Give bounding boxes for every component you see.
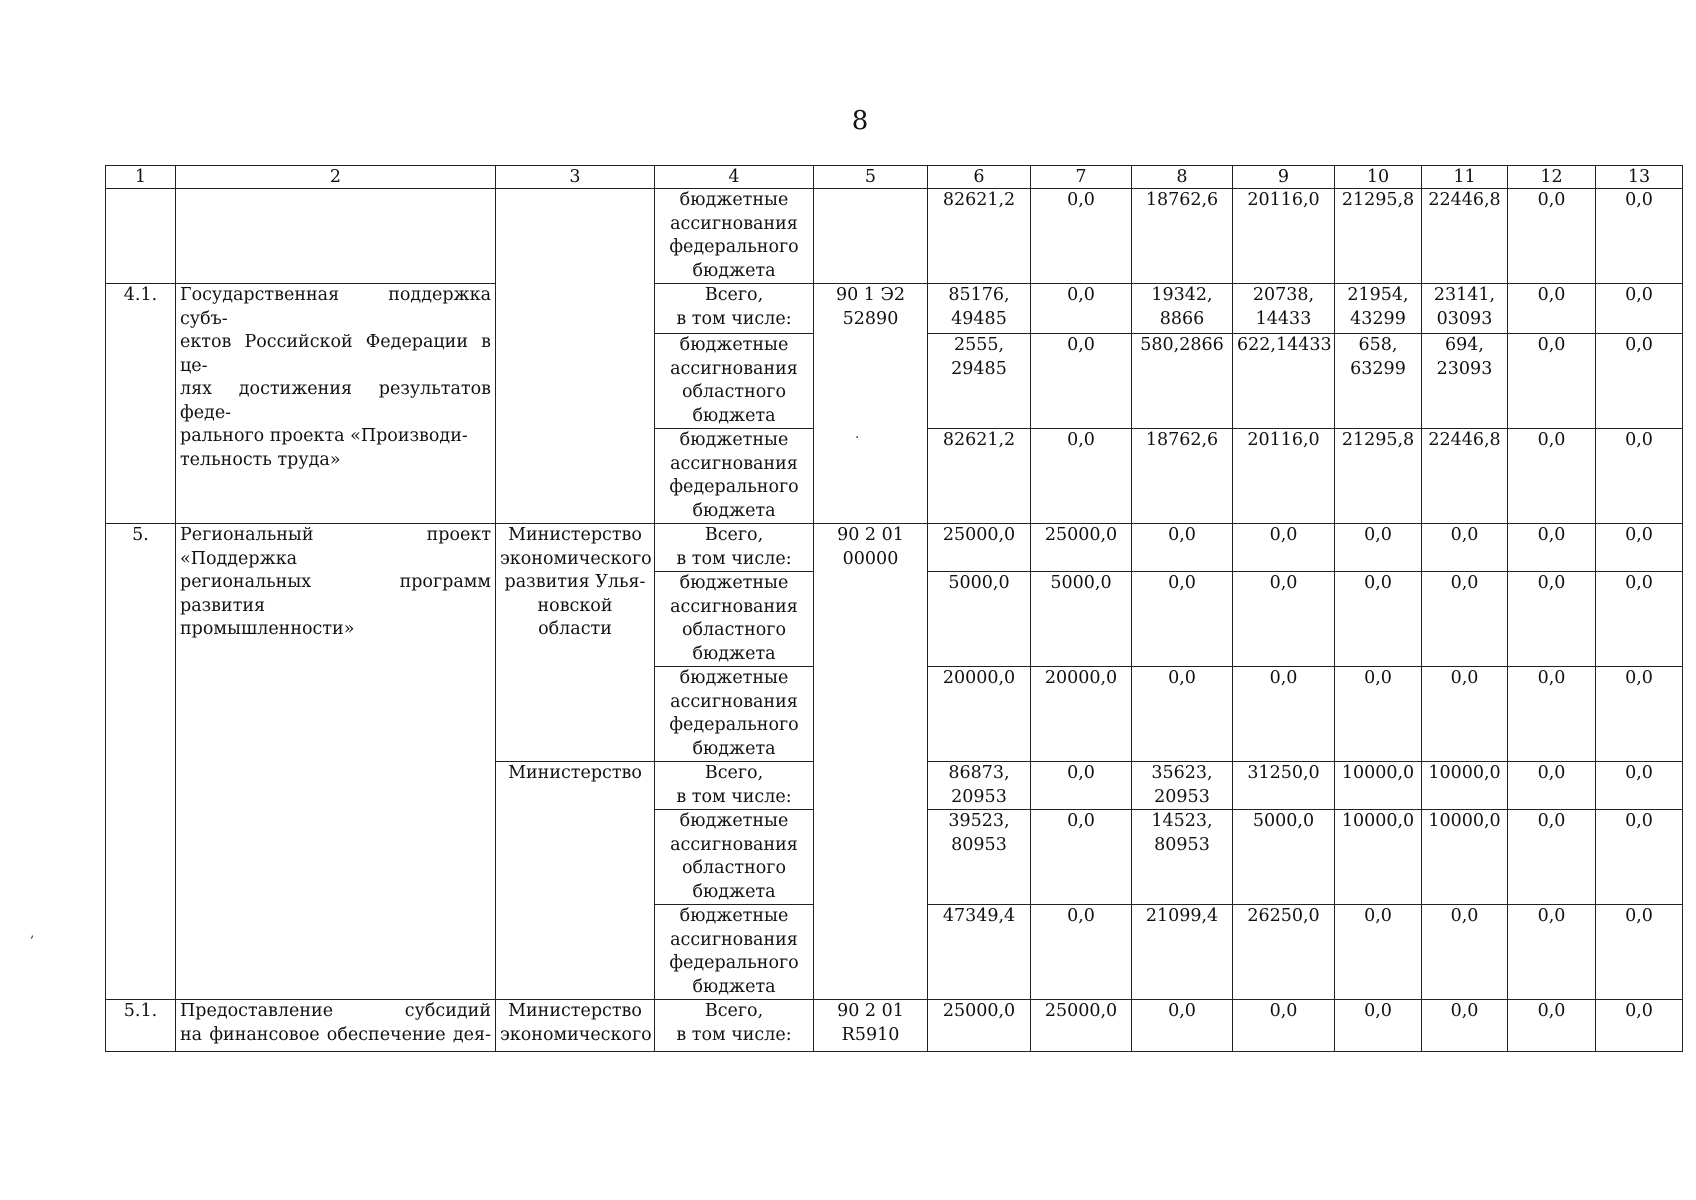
value-cell: 0,0 [1508,189,1596,284]
item-name: Предоставление субсидий на финансовое обеспечение дея- [176,1000,496,1052]
source-label: бюджетные ассигнования федерального бюджета [655,429,814,524]
value-cell: 2555, 29485 [928,334,1031,429]
value-cell: 20000,0 [1031,667,1132,762]
source-label: бюджетные ассигнования областного бюджета [655,334,814,429]
value-cell: 0,0 [1508,1000,1596,1052]
value-cell: 39523, 80953 [928,810,1031,905]
value-cell: 0,0 [1508,284,1596,334]
table-row [106,189,1683,284]
source-label: бюджетные ассигнования областного бюджета [655,572,814,667]
value-cell: 0,0 [1596,762,1683,810]
source-label: бюджетные ассигнования федерального бюджета [655,667,814,762]
value-cell: 0,0 [1596,905,1683,1000]
value-cell: 18762,6 [1132,429,1233,524]
executor-cell: Министерство экономического [496,1000,655,1052]
column-header: 6 [928,166,1031,189]
value-cell: 0,0 [1596,429,1683,524]
page-number: 8 [851,106,869,136]
value-cell: 0,0 [1031,189,1132,284]
value-cell: 22446,8 [1422,189,1508,284]
scan-speck: · [855,430,860,446]
column-header: 4 [655,166,814,189]
value-cell: 35623, 20953 [1132,762,1233,810]
value-cell: 0,0 [1422,1000,1508,1052]
value-cell: 0,0 [1031,334,1132,429]
value-cell: 0,0 [1508,810,1596,905]
value-cell: 86873, 20953 [928,762,1031,810]
value-cell: 19342, 8866 [1132,284,1233,334]
value-cell: 5000,0 [928,572,1031,667]
value-cell: 20000,0 [928,667,1031,762]
column-header: 9 [1233,166,1335,189]
value-cell: 580,2866 [1132,334,1233,429]
value-cell: 658, 63299 [1335,334,1422,429]
value-cell: 20738, 14433 [1233,284,1335,334]
value-cell: 0,0 [1508,429,1596,524]
value-cell: 0,0 [1031,810,1132,905]
value-cell: 21099,4 [1132,905,1233,1000]
source-label: Всего, в том числе: [655,1000,814,1052]
code-cell: 90 2 01 R5910 [814,1000,928,1052]
value-cell: 0,0 [1132,524,1233,572]
source-label: бюджетные ассигнования областного бюджета [655,810,814,905]
name-cell [176,189,496,284]
value-cell: 5000,0 [1031,572,1132,667]
item-name: Государственная поддержка субъ- ектов Российской Федерации в це- лях достижения результатов феде- рального проекта «Производи- тельность труда» [176,284,496,524]
value-cell: 21954, 43299 [1335,284,1422,334]
column-number-row [106,166,1683,189]
column-header: 11 [1422,166,1508,189]
value-cell: 20116,0 [1233,429,1335,524]
value-cell: 622,14433 [1233,334,1335,429]
number-cell [106,189,176,284]
source-label: бюджетные ассигнования федерального бюджета [655,189,814,284]
value-cell: 82621,2 [928,429,1031,524]
value-cell: 23141, 03093 [1422,284,1508,334]
value-cell: 21295,8 [1335,429,1422,524]
column-header: 10 [1335,166,1422,189]
code-cell: 90 2 01 00000 [814,524,928,1000]
value-cell: 25000,0 [928,1000,1031,1052]
item-number: 4.1. [106,284,176,524]
code-cell [814,189,928,284]
column-header: 1 [106,166,176,189]
value-cell: 10000,0 [1422,762,1508,810]
item-number: 5.1. [106,1000,176,1052]
value-cell: 31250,0 [1233,762,1335,810]
item-number: 5. [106,524,176,1000]
value-cell: 85176, 49485 [928,284,1031,334]
value-cell: 0,0 [1508,905,1596,1000]
value-cell: 0,0 [1596,667,1683,762]
value-cell: 0,0 [1508,667,1596,762]
value-cell: 0,0 [1422,572,1508,667]
source-label: бюджетные ассигнования федерального бюджета [655,905,814,1000]
value-cell: 0,0 [1596,189,1683,284]
value-cell: 0,0 [1508,762,1596,810]
value-cell: 0,0 [1335,1000,1422,1052]
executor-cell [496,189,655,524]
value-cell: 82621,2 [928,189,1031,284]
value-cell: 0,0 [1335,524,1422,572]
executor-cell: Министерство [496,762,655,1000]
value-cell: 0,0 [1508,334,1596,429]
value-cell: 0,0 [1233,1000,1335,1052]
value-cell: 694, 23093 [1422,334,1508,429]
column-header: 8 [1132,166,1233,189]
value-cell: 18762,6 [1132,189,1233,284]
value-cell: 0,0 [1031,905,1132,1000]
column-header: 13 [1596,166,1683,189]
column-header: 5 [814,166,928,189]
value-cell: 0,0 [1596,334,1683,429]
value-cell: 0,0 [1508,572,1596,667]
value-cell: 10000,0 [1335,762,1422,810]
executor-cell: Министерство экономического развития Улья- новской области [496,524,655,762]
value-cell: 0,0 [1596,524,1683,572]
value-cell: 0,0 [1422,667,1508,762]
value-cell: 0,0 [1233,524,1335,572]
item-name: Региональный проект «Поддержка региональных программ развития промышленности» [176,524,496,1000]
value-cell: 21295,8 [1335,189,1422,284]
value-cell: 0,0 [1335,667,1422,762]
value-cell: 10000,0 [1422,810,1508,905]
column-header: 7 [1031,166,1132,189]
value-cell: 0,0 [1596,572,1683,667]
source-label: Всего, в том числе: [655,524,814,572]
value-cell: 0,0 [1233,667,1335,762]
value-cell: 0,0 [1596,284,1683,334]
value-cell: 0,0 [1031,284,1132,334]
value-cell: 0,0 [1031,762,1132,810]
value-cell: 26250,0 [1233,905,1335,1000]
value-cell: 25000,0 [928,524,1031,572]
value-cell: 0,0 [1031,429,1132,524]
value-cell: 0,0 [1508,524,1596,572]
column-header: 3 [496,166,655,189]
value-cell: 0,0 [1335,572,1422,667]
source-label: Всего, в том числе: [655,762,814,810]
table-row [106,1000,1683,1052]
code-cell: 90 1 Э2 52890 [814,284,928,524]
value-cell: 10000,0 [1335,810,1422,905]
table-row [106,524,1683,572]
column-header: 2 [176,166,496,189]
value-cell: 5000,0 [1233,810,1335,905]
value-cell: 0,0 [1422,524,1508,572]
value-cell: 22446,8 [1422,429,1508,524]
table-row [106,284,1683,334]
value-cell: 14523, 80953 [1132,810,1233,905]
value-cell: 0,0 [1596,1000,1683,1052]
value-cell: 0,0 [1132,1000,1233,1052]
value-cell: 0,0 [1422,905,1508,1000]
value-cell: 25000,0 [1031,524,1132,572]
value-cell: 0,0 [1596,810,1683,905]
value-cell: 47349,4 [928,905,1031,1000]
value-cell: 20116,0 [1233,189,1335,284]
value-cell: 0,0 [1335,905,1422,1000]
value-cell: 25000,0 [1031,1000,1132,1052]
scan-speck: , [30,925,35,941]
budget-table [105,165,1683,1052]
value-cell: 0,0 [1132,572,1233,667]
value-cell: 0,0 [1132,667,1233,762]
value-cell: 0,0 [1233,572,1335,667]
source-label: Всего, в том числе: [655,284,814,334]
column-header: 12 [1508,166,1596,189]
